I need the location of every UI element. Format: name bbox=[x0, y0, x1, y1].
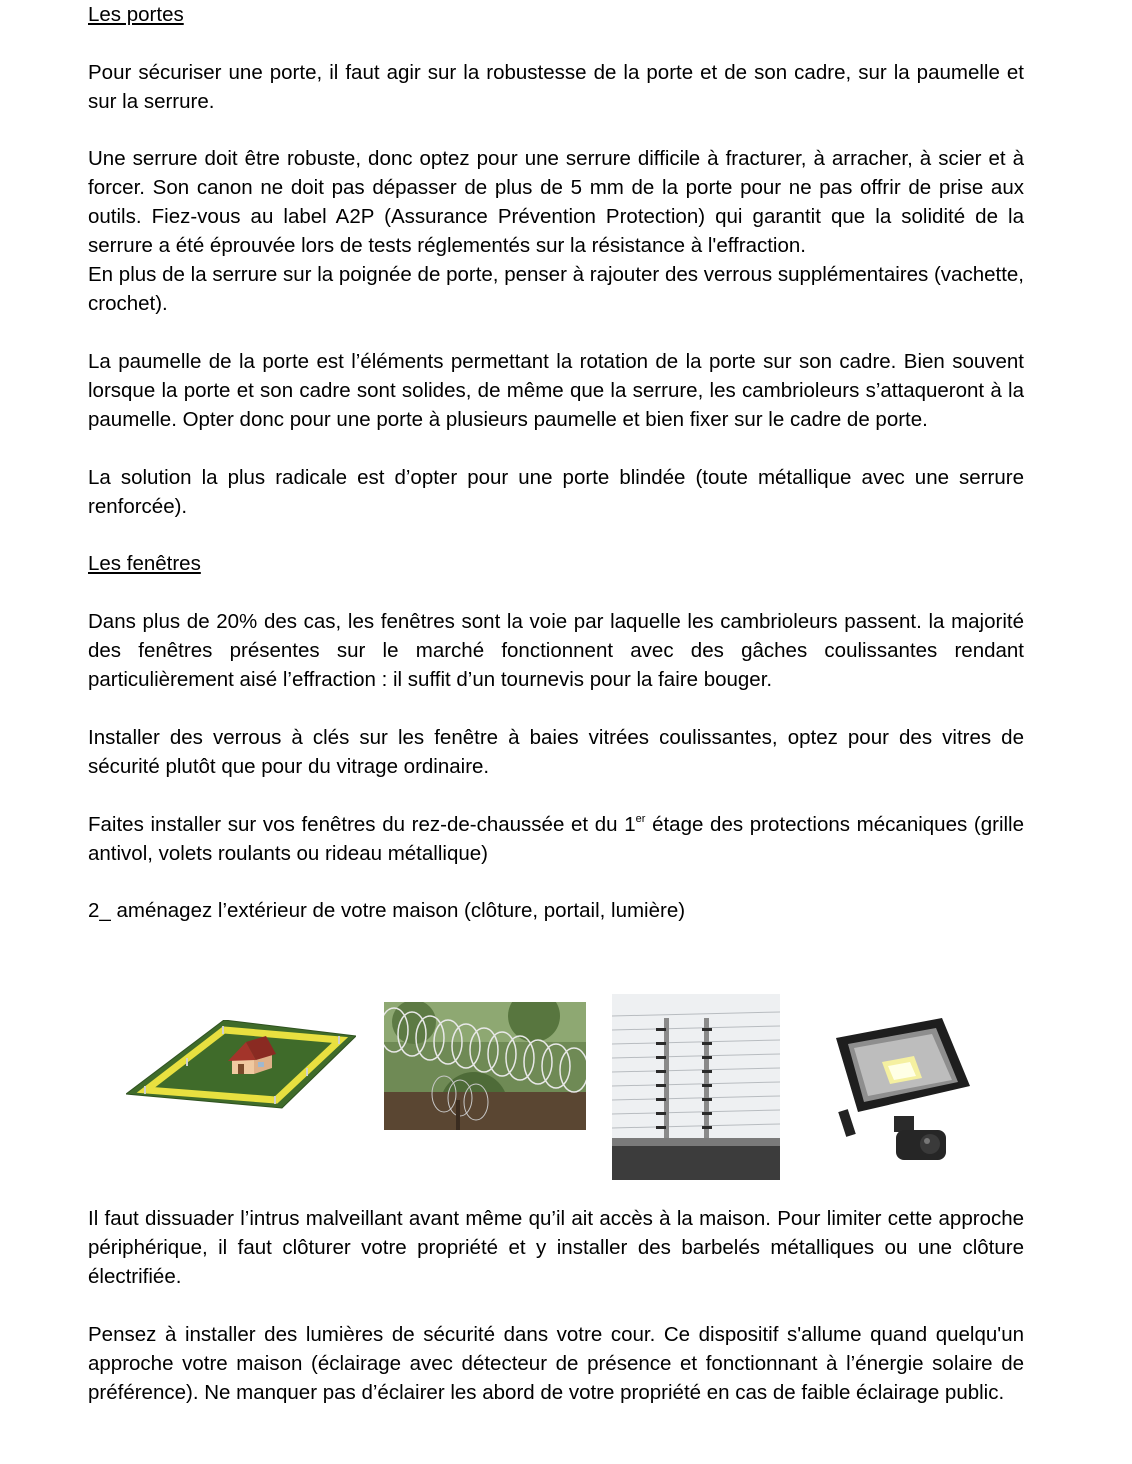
exterior-paragraph-1: Il faut dissuader l’intrus malveillant avant même qu’il ait accès à la maison. Pour limiter cette approche périphérique, il faut clôturer votre propriété et y installer des barbelés métalliques ou une clôture électrifiée. bbox=[88, 1207, 1024, 1289]
windows-paragraph-1: Dans plus de 20% des cas, les fenêtres sont la voie par laquelle les cambrioleurs passent. la majorité des fenêtres présentes sur le marché fonctionnent avec des gâches coulissantes rendant particulièrement aisé l’effraction : il suffit d’un tournevis pour la faire bouger. bbox=[88, 610, 1024, 692]
electric-fence-image bbox=[612, 994, 780, 1180]
heading-doors: Les portes bbox=[88, 3, 184, 26]
doors-paragraph-4: La paumelle de la porte est l’éléments permettant la rotation de la porte sur son cadre. Bien souvent lorsque la porte et son cadre sont solides, de même que la serrure, les cambrioleurs s’attaqueront à la paumelle. Opter donc pour une porte à plusieurs paumelle et bien fixer sur le cadre de porte. bbox=[88, 350, 1024, 432]
doors-p2-part-a: Une serrure doit être robuste, donc optez pour une serrure difficile à fracturer, à arracher, à scier et à forcer. Son canon ne doit pas dépasser de plus de 5 mm de la porte pour ne pas offrir de prise aux outils. Fiez-vous au bbox=[88, 147, 1024, 229]
doors-paragraph-2 bbox=[88, 144, 1024, 260]
heading-windows: Les fenêtres bbox=[88, 552, 201, 576]
windows-paragraph-2: Installer des verrous à clés sur les fenêtre à baies vitrées coulissantes, optez pour des vitres de sécurité plutôt que pour du vitrage ordinaire. bbox=[88, 725, 1024, 778]
windows-paragraph-3 bbox=[88, 810, 1024, 868]
windows-p3-part-b: étage des protections mécaniques (grille antivol, volets roulants ou rideau métallique) bbox=[88, 812, 1025, 865]
document-page bbox=[88, 0, 1024, 1407]
razor-wire-image bbox=[384, 1002, 586, 1130]
exterior-paragraph-2: Pensez à installer des lumières de sécurité dans votre cour. Ce dispositif s'allume quand quelqu'un approche votre maison (éclairage avec détecteur de présence et fonctionnant à l’énergie solaire de préférence). Ne manquer pas d’éclairer les abord de votre propriété en cas de faible éclairage public. bbox=[88, 1322, 1024, 1404]
fenced-house-image bbox=[126, 1020, 356, 1110]
heading-exterior: 2_ aménagez l’extérieur de votre maison (clôture, portail, lumière) bbox=[88, 899, 686, 923]
first-floor-superscript: er bbox=[635, 812, 646, 825]
doors-paragraph-1: Pour sécuriser une porte, il faut agir sur la robustesse de la porte et de son cadre, sur la paumelle et sur la serrure. bbox=[88, 60, 1024, 113]
doors-paragraph-3: En plus de la serrure sur la poignée de porte, penser à rajouter des verrous supplémentaires (vachette, crochet). bbox=[88, 263, 1024, 316]
a2p-label: label A2P (Assurance Prévention Protection) bbox=[283, 205, 706, 229]
doors-p2-part-b: qui garantit que la solidité de la serrure a été éprouvée lors de tests réglementés sur la résistance à l'effraction. bbox=[88, 205, 1024, 258]
doors-paragraph-5: La solution la plus radicale est d’opter pour une porte blindée (toute métallique avec une serrure renforcée). bbox=[88, 465, 1024, 518]
windows-p3-part-a: Faites installer sur vos fenêtres du rez-de-chaussée et du 1 bbox=[88, 812, 636, 836]
floodlight-image bbox=[832, 1016, 974, 1162]
illustrations-row bbox=[0, 994, 1132, 1182]
